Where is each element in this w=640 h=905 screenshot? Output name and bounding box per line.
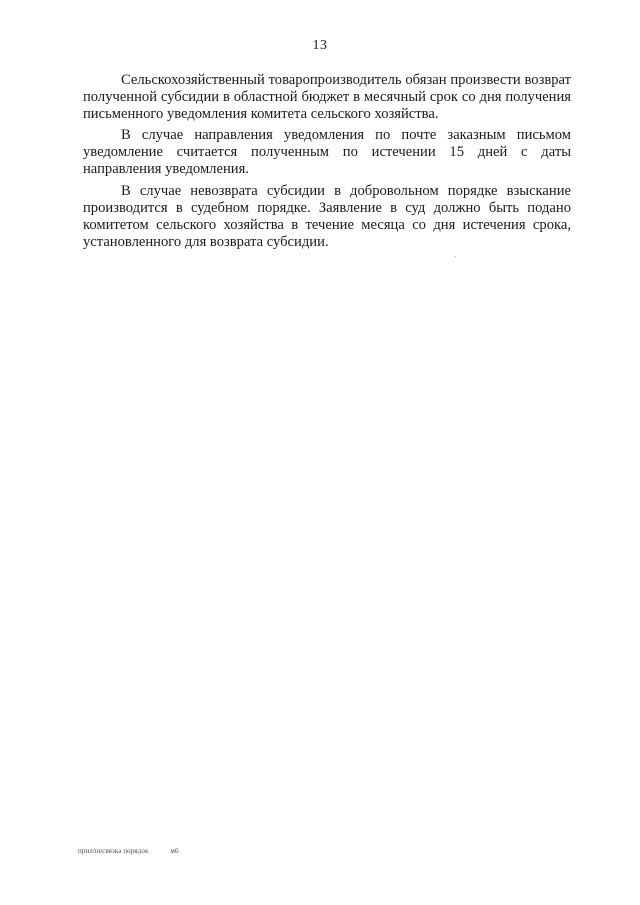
footer-code: м6 [170,847,179,855]
paragraph-court-recovery: В случае невозврата субсидии в добровольном порядке взыскание производится в судебном порядке. Заявление в суд должно быть подано комитетом сельского хозяйства в течение месяца со дня истечения срока, установленного для возврата субсидии. [83,182,571,250]
body-text [83,72,571,255]
page-number: 13 [312,38,328,53]
footer-file-label [78,847,179,855]
paragraph-mail-notification: В случае направления уведомления по почте заказным письмом уведомление считается полученным по истечении 15 дней с даты направления уведомления. [83,127,571,178]
scan-speck [455,256,456,257]
paragraph-subsidy-return: Сельскохозяйственный товаропроизводитель обязан произвести возврат полученной субсидии в областной бюджет в месячный срок со дня получения письменного уведомления комитета сельского хозяйства. [83,72,571,123]
footer-filename: прил/несвязка порядок [78,847,149,855]
